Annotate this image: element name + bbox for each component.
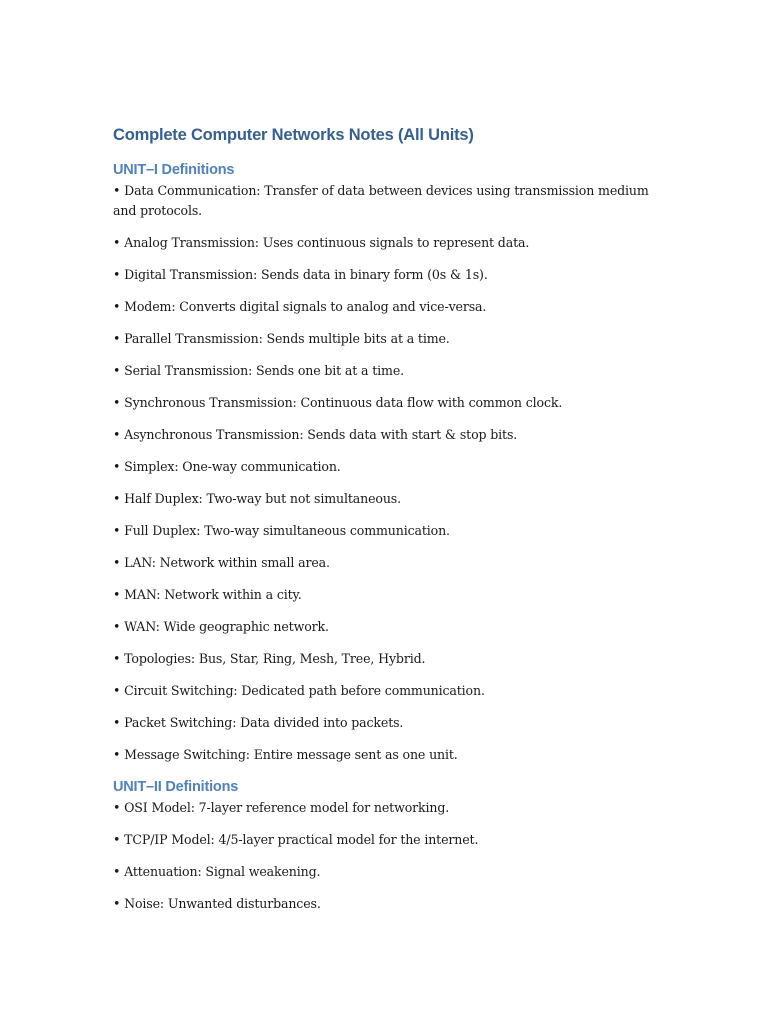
- definition-item: • Message Switching: Entire message sent as one unit.: [113, 747, 458, 762]
- definition-item: • Half Duplex: Two-way but not simultaneous.: [113, 491, 401, 506]
- definition-item: • Data Communication: Transfer of data between devices using transmission medium and protocols.: [113, 183, 649, 218]
- definition-item: • Parallel Transmission: Sends multiple bits at a time.: [113, 331, 450, 346]
- definition-list: [113, 798, 673, 914]
- section-heading: UNIT–I Definitions: [113, 162, 235, 178]
- definition-item: • Attenuation: Signal weakening.: [113, 864, 321, 879]
- definition-item: • WAN: Wide geographic network.: [113, 619, 329, 634]
- definition-item: • TCP/IP Model: 4/5-layer practical model for the internet.: [113, 832, 479, 847]
- definition-list: [113, 181, 673, 765]
- definition-item: • Serial Transmission: Sends one bit at a time.: [113, 363, 405, 378]
- section-heading: UNIT–II Definitions: [113, 779, 239, 795]
- definition-item: • MAN: Network within a city.: [113, 587, 302, 602]
- definition-item: • Topologies: Bus, Star, Ring, Mesh, Tree, Hybrid.: [113, 651, 426, 666]
- definition-item: • Synchronous Transmission: Continuous data flow with common clock.: [113, 395, 563, 410]
- definition-item: • Analog Transmission: Uses continuous signals to represent data.: [113, 235, 530, 250]
- document-body: [113, 124, 673, 926]
- document-title: Complete Computer Networks Notes (All Units): [113, 126, 474, 144]
- definition-item: • Full Duplex: Two-way simultaneous communication.: [113, 523, 450, 538]
- definition-item: • Noise: Unwanted disturbances.: [113, 896, 321, 911]
- definition-item: • LAN: Network within small area.: [113, 555, 330, 570]
- definition-item: • Circuit Switching: Dedicated path before communication.: [113, 683, 485, 698]
- definition-item: • Packet Switching: Data divided into packets.: [113, 715, 404, 730]
- definition-item: • Asynchronous Transmission: Sends data with start & stop bits.: [113, 427, 518, 442]
- definition-item: • Simplex: One-way communication.: [113, 459, 341, 474]
- definition-item: • OSI Model: 7-layer reference model for networking.: [113, 800, 450, 815]
- section-unit-1: [113, 160, 673, 765]
- definition-item: • Digital Transmission: Sends data in binary form (0s & 1s).: [113, 267, 488, 282]
- definition-item: • Modem: Converts digital signals to analog and vice-versa.: [113, 299, 487, 314]
- section-unit-2: [113, 777, 673, 914]
